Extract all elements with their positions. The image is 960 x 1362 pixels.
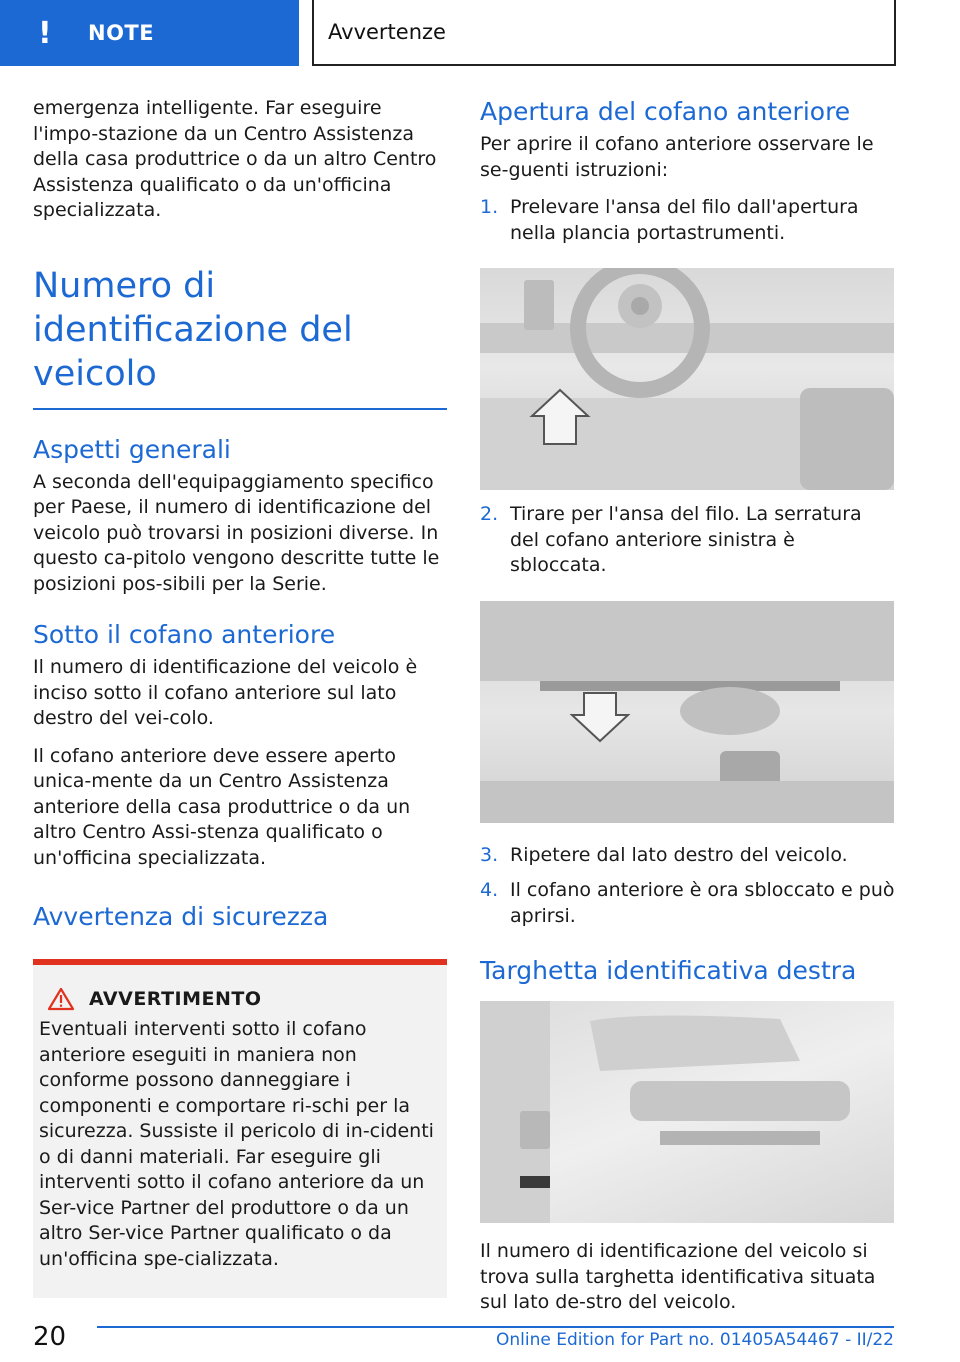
step-3 <box>480 843 896 869</box>
step-number: 3. <box>480 843 499 866</box>
header-section-title: Avvertenze <box>328 20 446 44</box>
footer-edition: Online Edition for Part no. 01405A54467 - II/22 <box>495 1330 894 1350</box>
steps-list-b <box>480 502 896 579</box>
step-4 <box>480 878 896 929</box>
warning-box <box>33 959 447 1298</box>
step-2 <box>480 502 896 579</box>
footwell-photo <box>480 601 894 823</box>
right-column <box>480 96 896 1316</box>
step-text: Ripetere dal lato destro del veicolo. <box>510 843 848 866</box>
plate-photo <box>480 1001 894 1223</box>
hood-paragraph-1: Il numero di identificazione del veicolo è inciso sotto il cofano anteriore sul lato destro del vei-colo. <box>33 656 418 729</box>
left-column <box>33 96 447 1298</box>
warning-text: Eventuali interventi sotto il cofano anteriore eseguiti in maniera non conforme possono danneggiare i componenti e comportare ri-schi per la sicurezza. Sussiste il pericolo di in-cidenti o di danni materiali. Far eseguire gli interventi sotto il cofano anteriore da un Ser-vice Partner del produttore o da un altro Ser-vice Partner qualificato o da un'officina spe-cializzata. <box>39 1018 434 1270</box>
footwell-illustration <box>480 601 894 823</box>
step-text: Il cofano anteriore è ora sbloccato e può aprirsi. <box>510 879 895 927</box>
step-text: Prelevare l'ansa del filo dall'apertura nella plancia portastrumenti. <box>510 196 859 244</box>
step-number: 1. <box>480 196 499 218</box>
dashboard-illustration <box>480 268 894 490</box>
hood-heading: Sotto il cofano anteriore <box>33 620 336 649</box>
warning-triangle-icon <box>47 987 75 1011</box>
header-tab-label: NOTE <box>88 21 155 45</box>
plate-paragraph: Il numero di identificazione del veicolo si trova sulla targhetta identificativa situata sul lato de-stro del veicolo. <box>480 1240 876 1313</box>
safety-heading: Avvertenza di sicurezza <box>33 902 329 931</box>
page-number: 20 <box>33 1322 67 1352</box>
step-number: 4. <box>480 879 499 901</box>
chapter-title: Numero di identificazione del veicolo <box>33 265 353 394</box>
opening-intro: Per aprire il cofano anteriore osservare le se-guenti istruzioni: <box>480 133 874 181</box>
exclamation-icon: ! <box>38 15 52 51</box>
general-paragraph: A seconda dell'equipaggiamento specifico per Paese, il numero di identificazione del veicolo può trovarsi in posizioni diverse. In questo ca-pitolo vengono descritte tutte le posizioni pos-sibili per la Serie. <box>33 470 440 595</box>
opening-heading: Apertura del cofano anteriore <box>480 97 851 126</box>
step-text: Tirare per l'ansa del filo. La serratura del cofano anteriore sinistra è sbloccata. <box>510 503 862 576</box>
intro-paragraph: emergenza intelligente. Far eseguire l'impo-stazione da un Centro Assistenza della casa produttrice o da un altro Centro Assistenza qualificato o da un'officina specializzata. <box>33 97 437 221</box>
warning-title: AVVERTIMENTO <box>89 988 262 1010</box>
steps-list-c <box>480 843 896 930</box>
hood-paragraph-2: Il cofano anteriore deve essere aperto unica-mente da un Centro Assistenza anteriore della casa produttrice o da un altro Centro Assi-stenza qualificato o un'officina specializzata. <box>33 744 411 869</box>
seat-illustration <box>480 1001 894 1223</box>
dashboard-photo <box>480 268 894 490</box>
general-heading: Aspetti generali <box>33 434 231 464</box>
step-number: 2. <box>480 503 499 525</box>
chapter-title-rule <box>33 408 447 410</box>
step-1 <box>480 195 896 246</box>
warning-title-row <box>39 987 435 1011</box>
header-tab <box>0 0 299 66</box>
footer-rule <box>97 1326 894 1328</box>
header-section-box <box>312 0 896 66</box>
steps-list-a <box>480 195 896 246</box>
plate-heading: Targhetta identificativa destra <box>480 956 857 985</box>
